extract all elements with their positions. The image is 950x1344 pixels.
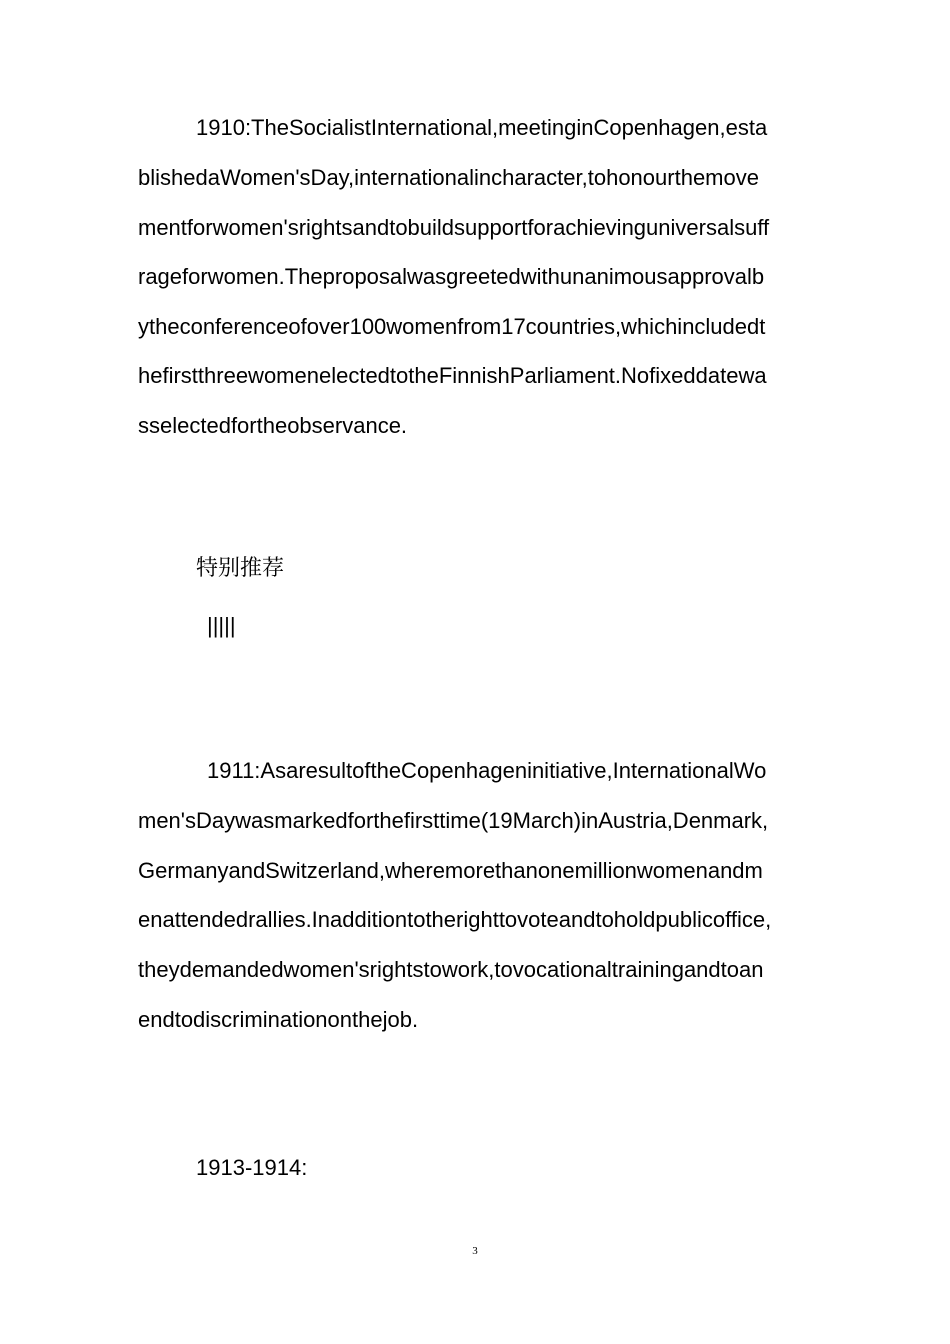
text-line: blishedaWomen'sDay,internationalincharacter,tohonourthemove [138,165,759,190]
page-number: 3 [472,1245,478,1257]
text-line: men'sDaywasmarkedforthefirsttime(19March)inAustria,Denmark, [138,808,769,833]
text-line: hefirstthreewomenelectedtotheFinnishParliament.Nofixeddatewa [138,363,767,388]
text-line: ytheconferenceofover100womenfrom17countries,whichincludedt [138,314,766,339]
text-line: mentforwomen'srightsandtobuildsupportforachievinguniversalsuff [138,215,770,240]
text-line: endtodiscriminationonthejob. [138,1007,419,1032]
text-line: rageforwomen.Theproposalwasgreetedwithunanimousapprovalb [138,264,765,289]
text-line: enattendedrallies.Inadditiontotherighttovoteandtoholdpublicoffice, [138,907,772,932]
separator-bars: ||||| [207,613,236,638]
text-line: GermanyandSwitzerland,wheremorethanonemillionwomenandm [138,858,763,883]
special-recommend-heading: 特别推荐 [196,556,285,581]
heading-1913-1914: 1913-1914: [196,1155,308,1180]
text-line: 1910:TheSocialistInternational,meetinginCopenhagen,esta [196,115,768,140]
text-line: 1911:AsaresultoftheCopenhageninitiative,InternationalWo [207,758,767,783]
text-line: sselectedfortheobservance. [138,413,408,438]
text-line: theydemandedwomen'srightstowork,tovocationaltrainingandtoan [138,957,764,982]
